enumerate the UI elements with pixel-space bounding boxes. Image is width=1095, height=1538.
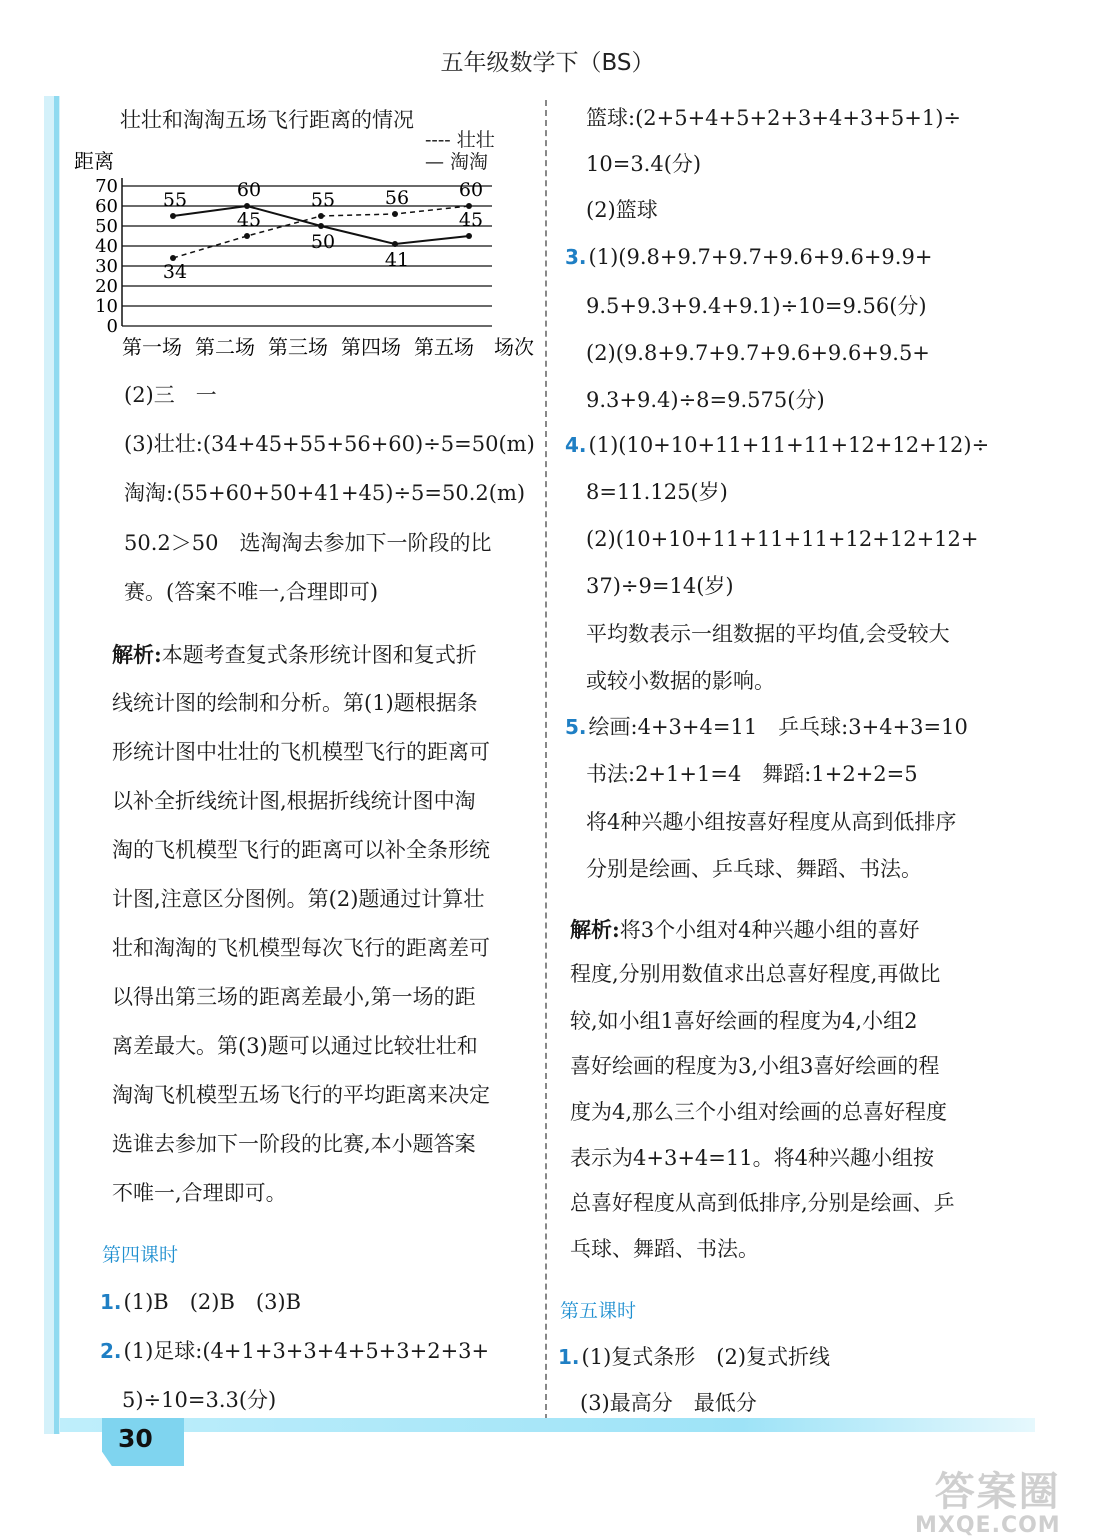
data-label: 55 (310, 189, 336, 211)
answer-3-note: 赛。(答案不唯一,合理即可) (124, 580, 379, 604)
answer-2-basketball: (2)篮球 (586, 198, 658, 222)
analysis-line: 以补全折线统计图,根据折线统计图中淘 (112, 789, 476, 813)
data-point (466, 233, 472, 239)
analysis-line: 计图,注意区分图例。第(2)题通过计算壮 (112, 887, 485, 911)
y-tick-label: 50 (95, 216, 118, 237)
data-label: 60 (458, 179, 484, 201)
question-1: 1.(1)B (2)B (3)B (100, 1290, 302, 1314)
data-point (244, 233, 250, 239)
question-2: 2.(1)足球:(4+1+3+3+4+5+3+2+3+ (100, 1339, 490, 1363)
y-tick-label: 40 (95, 236, 118, 257)
watermark (915, 1460, 1061, 1538)
data-label: 55 (162, 189, 188, 211)
question-4-line: 或较小数据的影响。 (586, 669, 775, 693)
answer-3-zhuangzhuang: (3)壮壮:(34+45+55+56+60)÷5=50(m) (124, 432, 535, 456)
data-label: 60 (236, 179, 262, 201)
section-title-5: 第五课时 (560, 1300, 637, 1322)
analysis-line: 线统计图的绘制和分析。第(1)题根据条 (112, 691, 478, 715)
analysis-line: 离差最大。第(3)题可以通过比较壮壮和 (112, 1034, 478, 1058)
data-label: 45 (458, 209, 484, 231)
legend-item-taotao: — 淘淘 (425, 150, 489, 173)
analysis-line-right: 总喜好程度从高到低排序,分别是绘画、乒 (570, 1191, 955, 1215)
x-tick-label: 第一场 (122, 335, 182, 359)
watermark-line1: 答案圈 (934, 1469, 1061, 1515)
basketball-calc: 篮球:(2+5+4+5+2+3+4+3+5+1)÷ (586, 106, 962, 130)
question-4: 4.(1)(10+10+11+11+11+12+12+12)÷ (565, 433, 990, 457)
analysis-label: 解析: (112, 642, 162, 667)
question-5: 5.绘画:4+3+4=11 乒乓球:3+4+3=10 (565, 715, 968, 739)
analysis-label-right: 解析: (570, 917, 620, 942)
analysis-line-right: 乓球、舞蹈、书法。 (570, 1237, 759, 1261)
answer-3-taotao: 淘淘:(55+60+50+41+45)÷5=50.2(m) (124, 481, 526, 505)
answer-3-compare: 50.2＞50 选淘淘去参加下一阶段的比 (124, 531, 492, 555)
question-4-line: 37)÷9=14(岁) (586, 574, 734, 598)
x-tick-label: 第五场 (414, 335, 474, 359)
analysis-line-right: 喜好绘画的程度为3,小组3喜好绘画的程 (570, 1054, 940, 1078)
data-point (170, 213, 176, 219)
column-divider (545, 100, 547, 1420)
line-chart (70, 148, 545, 388)
analysis-line: 解析:本题考查复式条形统计图和复式折 (112, 642, 477, 667)
analysis-line: 淘淘飞机模型五场飞行的平均距离来决定 (112, 1083, 490, 1107)
watermark-line2: MXQE.COM (915, 1513, 1061, 1538)
question-3: 3.(1)(9.8+9.7+9.7+9.6+9.6+9.9+ (565, 245, 933, 269)
legend-item-zhuangzhuang: ---- 壮壮 (425, 129, 495, 151)
y-tick-label: 0 (106, 316, 118, 337)
analysis-line: 不唯一,合理即可。 (112, 1181, 287, 1205)
y-tick-label: 70 (95, 176, 118, 197)
analysis-line: 选谁去参加下一阶段的比赛,本小题答案 (112, 1132, 476, 1156)
question-4-line: (2)(10+10+11+11+11+12+12+12+ (586, 527, 979, 551)
analysis-line-right: 较,如小组1喜好绘画的程度为4,小组2 (570, 1009, 918, 1033)
question-3-line: 9.3+9.4)÷8=9.575(分) (586, 388, 825, 412)
data-point (318, 223, 324, 229)
s5-question-1-cont: (3)最高分 最低分 (580, 1391, 757, 1415)
x-tick-label: 第二场 (195, 335, 255, 359)
left-margin-stripe (54, 96, 59, 1434)
data-label: 34 (162, 261, 188, 283)
x-axis-label: 场次 (494, 335, 534, 359)
page-number: 30 (118, 1424, 153, 1453)
question-5-line: 分别是绘画、乒乓球、舞蹈、书法。 (586, 857, 922, 881)
question-5-line: 书法:2+1+1=4 舞蹈:1+2+2=5 (586, 762, 918, 786)
data-point (392, 241, 398, 247)
analysis-line-right: 解析:将3个小组对4种兴趣小组的喜好 (570, 917, 920, 942)
question-3-line: 9.5+9.3+9.4+9.1)÷10=9.56(分) (586, 294, 927, 318)
y-tick-label: 10 (95, 296, 118, 317)
question-4-line: 平均数表示一组数据的平均值,会受较大 (586, 622, 950, 646)
data-label: 50 (310, 231, 336, 253)
data-label: 56 (384, 187, 410, 209)
analysis-line-right: 度为4,那么三个小组对绘画的总喜好程度 (570, 1100, 948, 1124)
x-tick-label: 第四场 (341, 335, 401, 359)
analysis-line: 淘的飞机模型飞行的距离可以补全条形统 (112, 838, 490, 862)
analysis-line: 壮和淘淘的飞机模型每次飞行的距离差可 (112, 936, 490, 960)
analysis-line: 以得出第三场的距离差最小,第一场的距 (112, 985, 476, 1009)
data-label: 45 (236, 209, 262, 231)
data-point (318, 213, 324, 219)
question-5-line: 将4种兴趣小组按喜好程度从高到低排序 (586, 810, 957, 834)
question-4-line: 8=11.125(岁) (586, 480, 728, 504)
basketball-calc-cont: 10=3.4(分) (586, 152, 702, 176)
y-axis-label: 距离 (74, 149, 114, 173)
section-title-4: 第四课时 (102, 1244, 179, 1266)
data-point (244, 203, 250, 209)
analysis-line: 形统计图中壮壮的飞机模型飞行的距离可 (112, 740, 490, 764)
y-tick-label: 20 (95, 276, 118, 297)
answer-2: (2)三 一 (124, 383, 217, 407)
s5-question-1: 1.(1)复式条形 (2)复式折线 (558, 1345, 831, 1369)
analysis-line-right: 程度,分别用数值求出总喜好程度,再做比 (570, 962, 941, 986)
page-header: 五年级数学下（BS） (440, 50, 655, 76)
data-label: 41 (384, 249, 410, 271)
x-tick-label: 第三场 (268, 335, 328, 359)
data-point (392, 211, 398, 217)
question-3-line: (2)(9.8+9.7+9.7+9.6+9.6+9.5+ (586, 341, 930, 365)
y-tick-label: 30 (95, 256, 118, 277)
chart-title: 壮壮和淘淘五场飞行距离的情况 (120, 108, 414, 132)
question-2-cont: 5)÷10=3.3(分) (122, 1388, 277, 1412)
analysis-line-right: 表示为4+3+4=11。将4种兴趣小组按 (570, 1146, 934, 1170)
footer-band (60, 1418, 1035, 1432)
y-tick-label: 60 (95, 196, 118, 217)
